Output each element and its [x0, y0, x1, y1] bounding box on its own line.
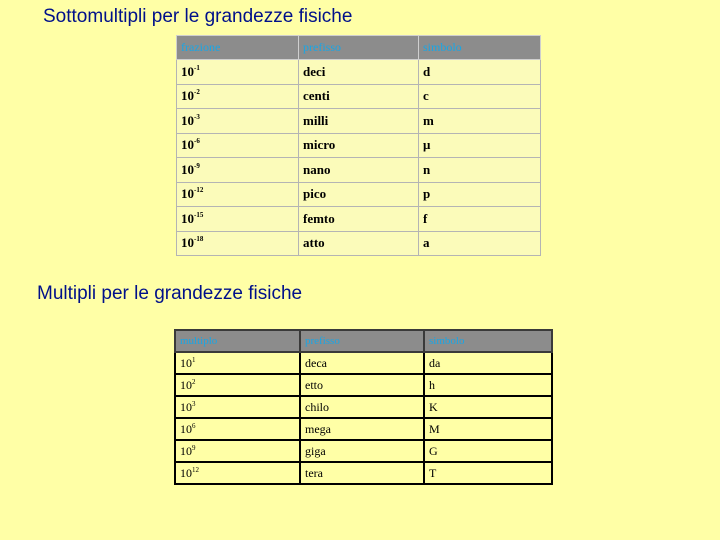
power-cell [175, 396, 300, 418]
symbol-cell: n [419, 158, 541, 183]
prefix-cell: chilo [300, 396, 424, 418]
prefix-cell: nano [299, 158, 419, 183]
power-cell [177, 231, 299, 256]
table-row [175, 440, 552, 462]
prefix-cell: etto [300, 374, 424, 396]
multiples-table [174, 329, 553, 485]
table-row [175, 352, 552, 374]
power-cell [175, 440, 300, 462]
power-cell [175, 374, 300, 396]
power-exponent: -2 [194, 88, 200, 97]
prefix-cell: atto [299, 231, 419, 256]
table-row [177, 207, 541, 232]
prefix-cell: milli [299, 109, 419, 134]
power-cell [177, 84, 299, 109]
power-exponent: -3 [194, 112, 200, 121]
submultiples-title: Sottomultipli per le grandezze fisiche [43, 6, 353, 27]
symbol-cell: p [419, 182, 541, 207]
power-base: 10 [180, 443, 192, 458]
column-header-multiple: multiplo [175, 330, 300, 352]
table-row [177, 109, 541, 134]
power-exponent: -1 [194, 63, 200, 72]
column-header-symbol: simbolo [424, 330, 552, 352]
symbol-cell: μ [419, 133, 541, 158]
symbol-cell: d [419, 60, 541, 85]
power-exponent: -12 [194, 186, 204, 195]
power-cell [175, 462, 300, 484]
prefix-cell: deci [299, 60, 419, 85]
power-base: 10 [180, 377, 192, 392]
power-cell [177, 109, 299, 134]
symbol-cell: a [419, 231, 541, 256]
column-header-fraction: frazione [177, 36, 299, 60]
symbol-cell: h [424, 374, 552, 396]
power-base: 10 [181, 137, 194, 153]
symbol-cell: m [419, 109, 541, 134]
power-cell [177, 182, 299, 207]
power-exponent: -6 [194, 137, 200, 146]
power-exponent: 1 [192, 355, 196, 364]
symbol-cell: c [419, 84, 541, 109]
symbol-cell: K [424, 396, 552, 418]
table-row [177, 60, 541, 85]
power-exponent: -15 [194, 210, 204, 219]
symbol-cell: da [424, 352, 552, 374]
power-base: 10 [181, 112, 194, 128]
table-row [177, 133, 541, 158]
table-header-row [175, 330, 552, 352]
prefix-cell: micro [299, 133, 419, 158]
table-row [177, 84, 541, 109]
prefix-cell: centi [299, 84, 419, 109]
power-cell [175, 418, 300, 440]
power-base: 10 [180, 355, 192, 370]
prefix-cell: giga [300, 440, 424, 462]
power-cell [177, 158, 299, 183]
power-cell [177, 207, 299, 232]
table-row [175, 462, 552, 484]
power-base: 10 [181, 63, 194, 79]
power-exponent: -18 [194, 235, 204, 244]
table-row [175, 374, 552, 396]
column-header-prefix: prefisso [300, 330, 424, 352]
prefix-cell: femto [299, 207, 419, 232]
power-exponent: 9 [192, 443, 196, 452]
power-base: 10 [180, 421, 192, 436]
table-row [175, 396, 552, 418]
power-exponent: -9 [194, 161, 200, 170]
table-header-row [177, 36, 541, 60]
column-header-prefix: prefisso [299, 36, 419, 60]
symbol-cell: M [424, 418, 552, 440]
symbol-cell: G [424, 440, 552, 462]
prefix-cell: tera [300, 462, 424, 484]
power-cell [177, 133, 299, 158]
symbol-cell: f [419, 207, 541, 232]
table-row [177, 231, 541, 256]
prefix-cell: mega [300, 418, 424, 440]
power-exponent: 2 [192, 377, 196, 386]
prefix-cell: deca [300, 352, 424, 374]
power-exponent: 12 [192, 465, 199, 474]
power-cell [175, 352, 300, 374]
power-base: 10 [181, 88, 194, 104]
power-exponent: 6 [192, 421, 196, 430]
symbol-cell: T [424, 462, 552, 484]
column-header-symbol: simbolo [419, 36, 541, 60]
table-row [177, 158, 541, 183]
submultiples-table [176, 35, 541, 256]
table-row [177, 182, 541, 207]
power-exponent: 3 [192, 399, 196, 408]
power-base: 10 [181, 161, 194, 177]
power-base: 10 [181, 235, 194, 251]
power-base: 10 [180, 465, 192, 480]
power-cell [177, 60, 299, 85]
prefix-cell: pico [299, 182, 419, 207]
power-base: 10 [181, 186, 194, 202]
power-base: 10 [181, 210, 194, 226]
power-base: 10 [180, 399, 192, 414]
table-row [175, 418, 552, 440]
multiples-title: Multipli per le grandezze fisiche [37, 283, 303, 304]
